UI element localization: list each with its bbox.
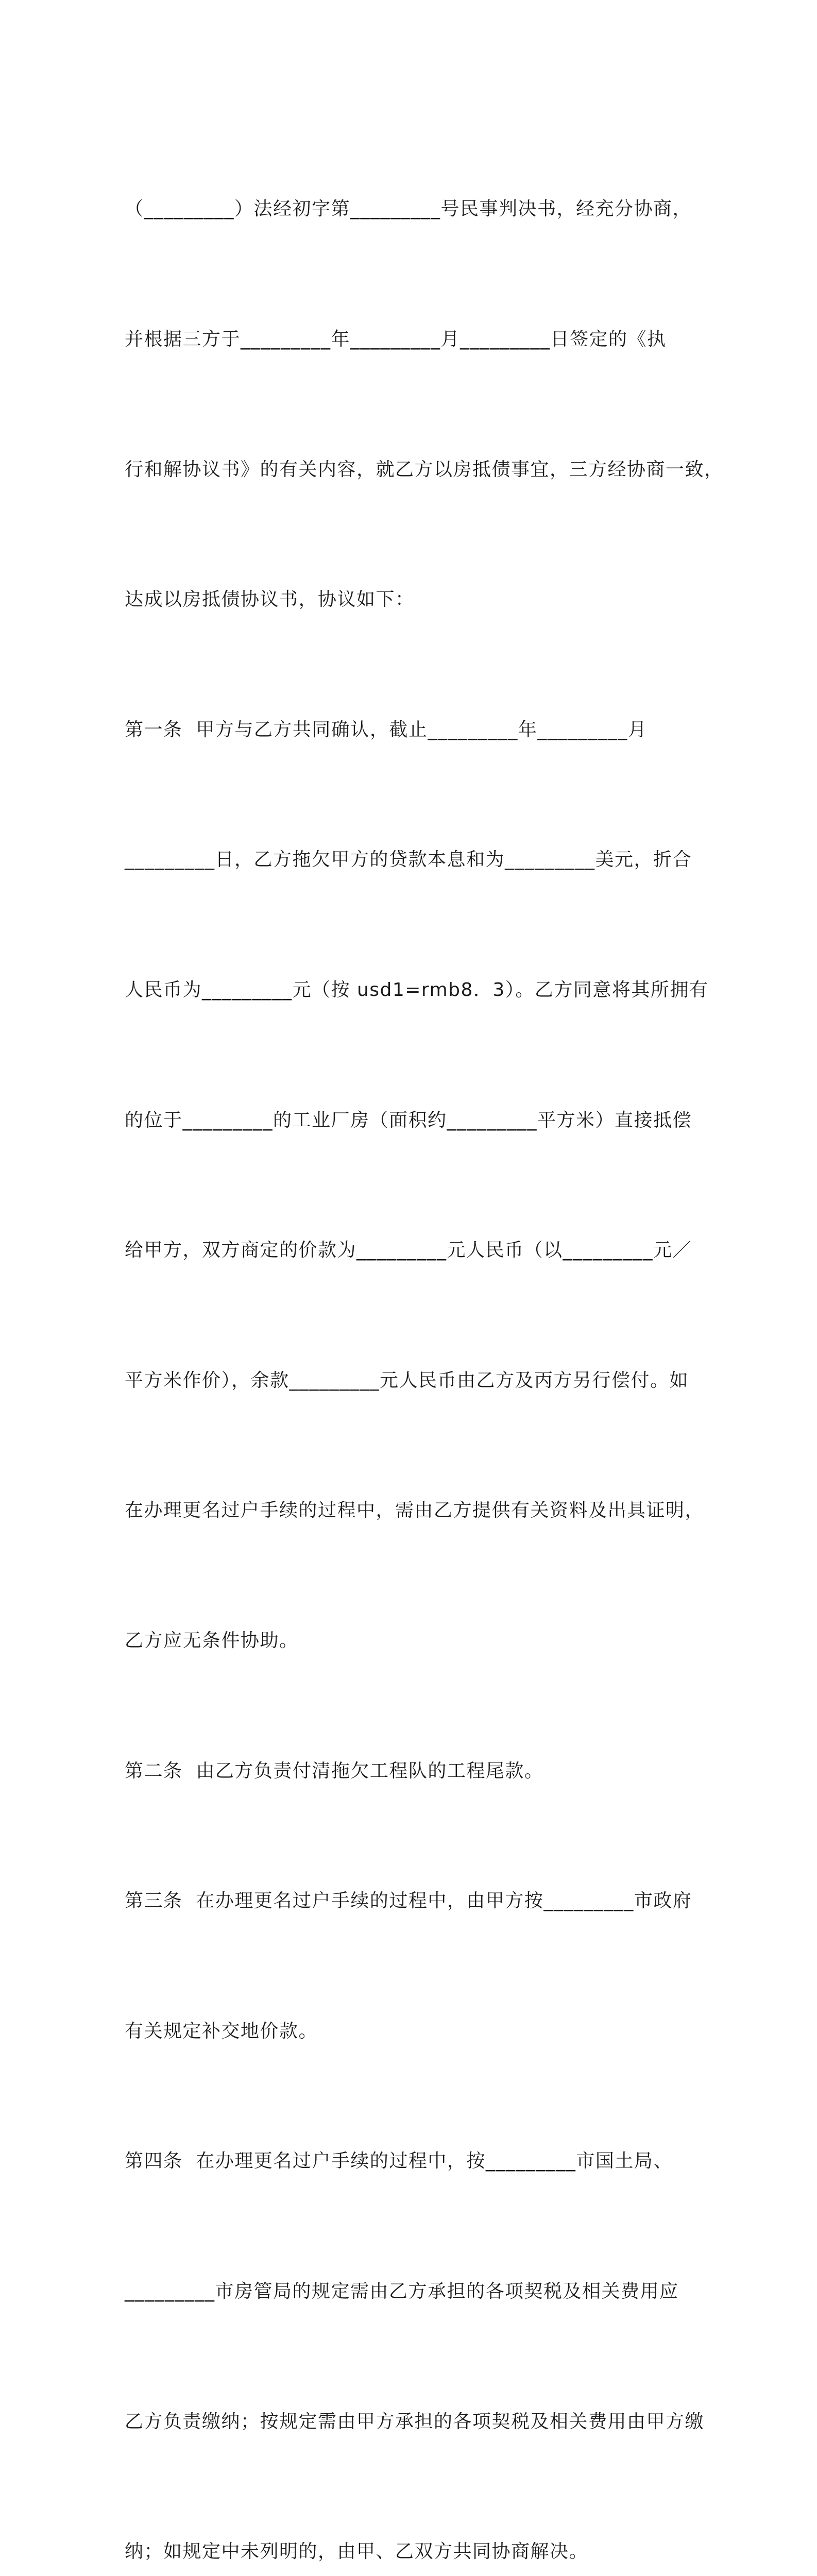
text-line: 人民币为_________元（按 usd1=rmb8．3）。乙方同意将其所拥有 [125,979,709,1001]
text-line: 有关规定补交地价款。 [125,2020,318,2042]
article-2-line: 第二条 由乙方负责付清拖欠工程队的工程尾款。 [125,1760,544,1782]
text-line: （_________）法经初字第_________号民事判决书，经充分协商， [125,198,692,220]
text-line: 达成以房抵债协议书，协议如下： [125,589,415,611]
article-4-line: 第四条 在办理更名过户手续的过程中，按_________市国土局、 [125,2150,673,2172]
article-3-line: 第三条 在办理更名过户手续的过程中，由甲方按_________市政府 [125,1890,692,1912]
article-1-line: 第一条 甲方与乙方共同确认，截止_________年_________月 [125,719,648,740]
text-line: _________日，乙方拖欠甲方的贷款本息和为_________美元，折合 [125,849,692,871]
text-line: 在办理更名过户手续的过程中，需由乙方提供有关资料及出具证明， [125,1500,705,1521]
text-line: 乙方应无条件协助。 [125,1630,299,1651]
agreement-body [125,101,724,2576]
text-line: 给甲方，双方商定的价款为_________元人民币（以_________元／ [125,1240,692,1261]
text-line: 的位于_________的工业厂房（面积约_________平方米）直接抵偿 [125,1109,692,1131]
text-line: _________市房管局的规定需由乙方承担的各项契税及相关费用应 [125,2280,679,2302]
text-line: 纳；如规定中未列明的，由甲、乙双方共同协商解决。 [125,2541,589,2563]
text-line: 并根据三方于_________年_________月_________日签定的《执 [125,329,667,350]
text-line: 行和解协议书》的有关内容，就乙方以房抵债事宜，三方经协商一致， [125,459,724,480]
text-line: 乙方负责缴纳；按规定需由甲方承担的各项契税及相关费用由甲方缴 [125,2411,705,2432]
text-line: 平方米作价），余款_________元人民币由乙方及丙方另行偿付。如 [125,1369,689,1391]
